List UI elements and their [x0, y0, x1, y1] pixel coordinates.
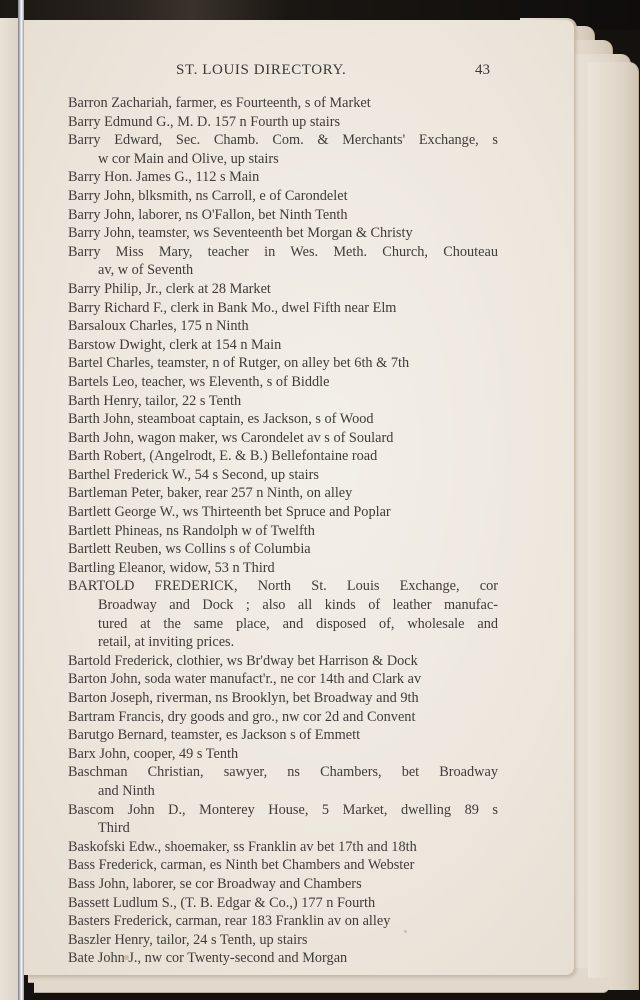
entry-line: Barry John, teamster, ws Seventeenth bet Morgan & Christy [68, 225, 413, 242]
entry-line: Bascom John D., Monterey House, 5 Market, dwelling 89 s [68, 801, 498, 818]
page-leaf-bottom [34, 978, 609, 993]
directory-entry [68, 894, 498, 913]
entry-line: Barron Zachariah, farmer, es Fourteenth, s of Market [68, 95, 371, 111]
running-title: ST. LOUIS DIRECTORY. [176, 62, 347, 78]
entry-line: Bass John, laborer, se cor Broadway and Chambers [68, 875, 362, 892]
entry-line: Barry John, blksmith, ns Carroll, e of Carondelet [68, 187, 348, 204]
directory-entry [68, 540, 498, 559]
directory-entry [68, 224, 498, 243]
entry-line: Barutgo Bernard, teamster, es Jackson s of Emmett [68, 727, 361, 744]
directory-entry [68, 559, 498, 578]
entry-line: Barton Joseph, riverman, ns Brooklyn, bet Broadway and 9th [68, 690, 419, 706]
directory-entry [68, 745, 498, 764]
directory-entry [68, 949, 498, 968]
entry-continuation-line: w cor Main and Olive, up stairs [98, 150, 279, 167]
entry-line: Barth John, wagon maker, ws Carondelet av s of Soulard [68, 429, 394, 446]
directory-entry [68, 875, 498, 894]
book-binding-gutter [18, 0, 24, 1000]
entry-line: Barry Hon. James G., 112 s Main [68, 169, 260, 186]
directory-entry [68, 689, 498, 708]
directory-entry [68, 187, 498, 206]
directory-entry [68, 577, 498, 651]
directory-entry [68, 94, 498, 113]
entry-line: Bartlett George W., ws Thirteenth bet Spruce and Poplar [68, 504, 391, 521]
directory-entry [68, 726, 498, 745]
entry-line: Barry Richard F., clerk in Bank Mo., dwel Fifth near Elm [68, 299, 397, 316]
directory-entry [68, 392, 498, 411]
entry-line: Bassett Ludlum S., (T. B. Edgar & Co.,) 177 n Fourth [68, 894, 376, 911]
entry-continuation-line: and Ninth [98, 782, 155, 799]
entry-line: Barth Robert, (Angelrodt, E. & B.) Bellefontaine road [68, 448, 378, 465]
directory-entry [68, 317, 498, 336]
directory-entry [68, 708, 498, 727]
entry-line: Baszler Henry, tailor, 24 s Tenth, up stairs [68, 931, 308, 948]
entry-continuation-line: tured at the same place, and disposed of, wholesale and [98, 615, 498, 632]
page-number: 43 [475, 62, 490, 78]
entry-line: Barry Edward, Sec. Chamb. Com. & Merchants' Exchange, s [68, 132, 498, 149]
entry-line: Bartlett Reuben, ws Collins s of Columbia [68, 541, 311, 558]
directory-entry [68, 447, 498, 466]
directory-entry [68, 206, 498, 225]
entry-continuation-line: retail, at inviting prices. [98, 634, 235, 651]
entry-line: Barry Edmund G., M. D. 157 n Fourth up stairs [68, 113, 341, 130]
entry-line: Bartold Frederick, clothier, ws Br'dway bet Harrison & Dock [68, 652, 418, 669]
entry-line: Bartlett Phineas, ns Randolph w of Twelfth [68, 522, 315, 539]
directory-entry [68, 299, 498, 318]
entry-line: Baskofski Edw., shoemaker, ss Franklin av bet 17th and 18th [68, 838, 417, 855]
entry-line: Bass Frederick, carman, es Ninth bet Chambers and Webster [68, 857, 415, 874]
entry-line: BARTOLD FREDERICK, North St. Louis Exchange, cor [68, 578, 498, 595]
directory-entry [68, 931, 498, 950]
page-leaf [588, 62, 639, 990]
entry-line: Barton John, soda water manufact'r., ne cor 14th and Clark av [68, 671, 422, 688]
directory-entry [68, 912, 498, 931]
directory-entry [68, 243, 498, 280]
entry-line: Barth John, steamboat captain, es Jackson, s of Wood [68, 411, 374, 428]
directory-entry [68, 503, 498, 522]
directory-entries [68, 94, 498, 968]
directory-entry [68, 354, 498, 373]
entry-line: Barry Miss Mary, teacher in Wes. Meth. Church, Chouteau [68, 243, 498, 260]
directory-entry [68, 373, 498, 392]
directory-entry [68, 131, 498, 168]
entry-line: Bartel Charles, teamster, n of Rutger, on alley bet 6th & 7th [68, 355, 410, 372]
directory-entry [68, 410, 498, 429]
entry-line: Barsaloux Charles, 175 n Ninth [68, 318, 249, 335]
entry-line: Bartling Eleanor, widow, 53 n Third [68, 559, 275, 576]
directory-entry [68, 484, 498, 503]
entry-line: Barthel Frederick W., 54 s Second, up stairs [68, 466, 319, 483]
page-header [24, 62, 574, 82]
directory-entry [68, 429, 498, 448]
entry-line: Bate John J., nw cor Twenty-second and Morgan [68, 950, 348, 967]
directory-entry [68, 280, 498, 299]
entry-line: Basters Frederick, carman, rear 183 Franklin av on alley [68, 913, 391, 930]
entry-line: Bartleman Peter, baker, rear 257 n Ninth, on alley [68, 485, 353, 502]
book-page [24, 20, 574, 975]
directory-entry [68, 336, 498, 355]
directory-entry [68, 801, 498, 838]
entry-continuation-line: Third [98, 820, 130, 837]
entry-line: Barry Philip, Jr., clerk at 28 Market [68, 280, 271, 297]
entry-line: Baschman Christian, sawyer, ns Chambers, bet Broadway [68, 764, 498, 781]
entry-line: Barry John, laborer, ns O'Fallon, bet Ninth Tenth [68, 206, 348, 223]
entry-line: Barth Henry, tailor, 22 s Tenth [68, 392, 242, 409]
entry-line: Bartels Leo, teacher, ws Eleventh, s of Biddle [68, 373, 330, 390]
directory-entry [68, 838, 498, 857]
directory-entry [68, 652, 498, 671]
entry-line: Barx John, cooper, 49 s Tenth [68, 745, 239, 762]
entry-continuation-line: av, w of Seventh [98, 262, 194, 279]
directory-entry [68, 113, 498, 132]
directory-entry [68, 466, 498, 485]
entry-continuation-line: Broadway and Dock ; also all kinds of leather manufac- [98, 597, 498, 614]
directory-entry [68, 763, 498, 800]
directory-entry [68, 856, 498, 875]
entry-line: Bartram Francis, dry goods and gro., nw cor 2d and Convent [68, 708, 416, 725]
directory-entry [68, 168, 498, 187]
directory-entry [68, 522, 498, 541]
entry-line: Barstow Dwight, clerk at 154 n Main [68, 336, 282, 353]
directory-entry [68, 670, 498, 689]
